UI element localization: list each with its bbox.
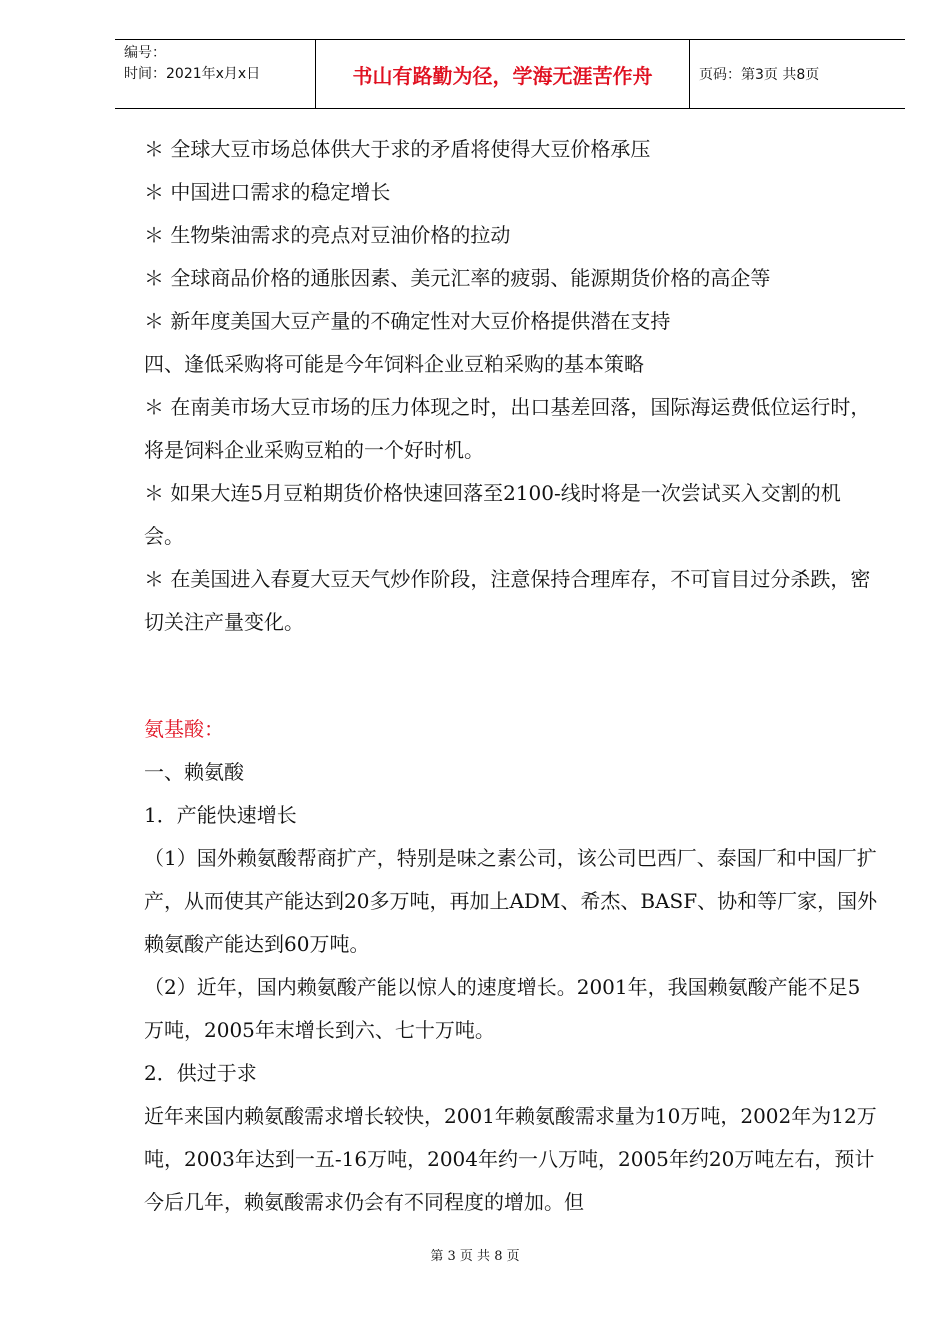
subsection-heading: 1．产能快速增长 bbox=[144, 803, 297, 827]
bullet-item: ＊ 全球大豆市场总体供大于求的矛盾将使得大豆价格承压 bbox=[144, 137, 651, 161]
page-header bbox=[115, 39, 905, 109]
paragraph: （2）近年，国内赖氨酸产能以惊人的速度增长。2001年，我国赖氨酸产能不足5万吨，2005年末增长到六、七十万吨。 bbox=[144, 975, 861, 1042]
bullet-item: ＊ 在美国进入春夏大豆天气炒作阶段，注意保持合理库存，不可盲目过分杀跌，密切关注产量变化。 bbox=[144, 567, 871, 634]
bullet-item: ＊ 在南美市场大豆市场的压力体现之时，出口基差回落，国际海运费低位运行时，将是饲料企业采购豆粕的一个好时机。 bbox=[144, 395, 871, 462]
section-heading: 四、逢低采购将可能是今年饲料企业豆粕采购的基本策略 bbox=[144, 352, 644, 376]
bullet-item: ＊ 生物柴油需求的亮点对豆油价格的拉动 bbox=[144, 223, 511, 247]
bullet-item: ＊ 全球商品价格的通胀因素、美元汇率的疲弱、能源期货价格的高企等 bbox=[144, 266, 771, 290]
bullet-item: ＊ 如果大连5月豆粕期货价格快速回落至2100-线时将是一次尝试买入交割的机会。 bbox=[144, 481, 841, 548]
subsection-heading: 一、赖氨酸 bbox=[144, 760, 244, 784]
number-label: 编号： bbox=[124, 45, 166, 61]
header-page-info: 页码：第3页 共8页 bbox=[699, 67, 820, 83]
amino-acid-heading: 氨基酸： bbox=[144, 717, 224, 741]
bullet-item: ＊ 中国进口需求的稳定增长 bbox=[144, 180, 391, 204]
spacer bbox=[144, 644, 879, 708]
time-label: 时间：2021年x月x日 bbox=[124, 66, 261, 82]
subsection-heading: 2．供过于求 bbox=[144, 1061, 257, 1085]
paragraph: 近年来国内赖氨酸需求增长较快，2001年赖氨酸需求量为10万吨，2002年为12万吨，2003年达到一五-16万吨，2004年约一八万吨，2005年约20万吨左右，预计今后几年，赖氨酸需求仍会有不同程度的增加。但 bbox=[144, 1104, 877, 1214]
document-body bbox=[144, 128, 879, 1224]
paragraph: （1）国外赖氨酸帮商扩产，特别是味之素公司，该公司巴西厂、泰国厂和中国厂扩产，从而使其产能达到20多万吨，再加上ADM、希杰、BASF、协和等厂家，国外赖氨酸产能达到60万吨。 bbox=[144, 846, 878, 956]
header-motto: 书山有路勤为径，学海无涯苦作舟 bbox=[316, 40, 690, 108]
header-meta bbox=[115, 40, 316, 108]
bullet-item: ＊ 新年度美国大豆产量的不确定性对大豆价格提供潜在支持 bbox=[144, 309, 671, 333]
page-footer: 第 3 页 共 8 页 bbox=[430, 1249, 520, 1264]
